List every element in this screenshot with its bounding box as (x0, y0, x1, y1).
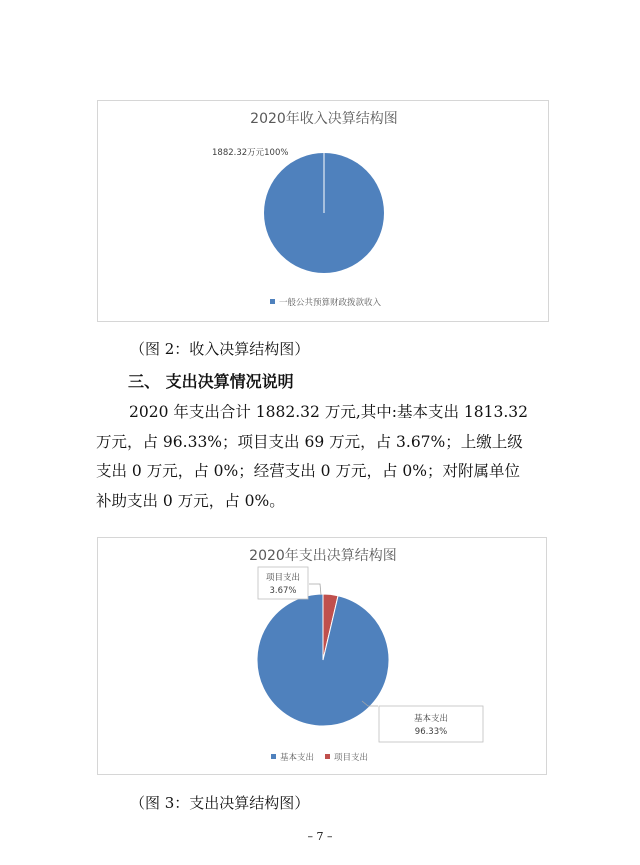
basic-label-percent: 96.33% (414, 727, 448, 737)
paragraph-line: 支出 0 万元，占 0%；经营支出 0 万元，占 0%；对附属单位 (96, 462, 520, 480)
income-chart-title: 2020年收入决算结构图 (250, 111, 398, 127)
paragraph-line: 2020 年支出合计 1882.32 万元,其中:基本支出 1813.32 (129, 403, 528, 421)
expenditure-paragraph (96, 398, 556, 516)
legend-swatch-income (270, 299, 275, 304)
legend-label-project: 项目支出 (334, 753, 369, 763)
expenditure-structure-chart (97, 537, 547, 775)
page-number: – 7 – (307, 830, 333, 843)
figure-2-caption: （图 2：收入决算结构图） (130, 340, 310, 358)
paragraph-line: 万元，占 96.33%；项目支出 69 万元，占 3.67%；上缴上级 (96, 432, 523, 451)
section-heading-expenditure: 三、 支出决算情况说明 (128, 372, 294, 391)
paragraph-line: 补助支出 0 万元，占 0%。 (96, 491, 285, 510)
income-structure-chart (97, 100, 549, 322)
income-pie-svg (98, 101, 550, 323)
project-leader-line (309, 584, 321, 595)
expenditure-pie-svg (98, 538, 548, 776)
figure-3-caption: （图 3：支出决算结构图） (130, 794, 310, 812)
project-label-percent: 3.67% (269, 586, 297, 596)
expenditure-chart-title: 2020年支出决算结构图 (249, 548, 397, 564)
legend-label-income: 一般公共预算财政拨款收入 (279, 298, 382, 308)
legend-label-basic: 基本支出 (280, 753, 315, 763)
project-label-name: 项目支出 (265, 573, 301, 583)
income-slice-label: 1882.32万元100% (212, 148, 289, 158)
legend-swatch-basic (271, 754, 276, 759)
basic-label-name: 基本支出 (413, 714, 449, 724)
legend-swatch-project (325, 754, 330, 759)
